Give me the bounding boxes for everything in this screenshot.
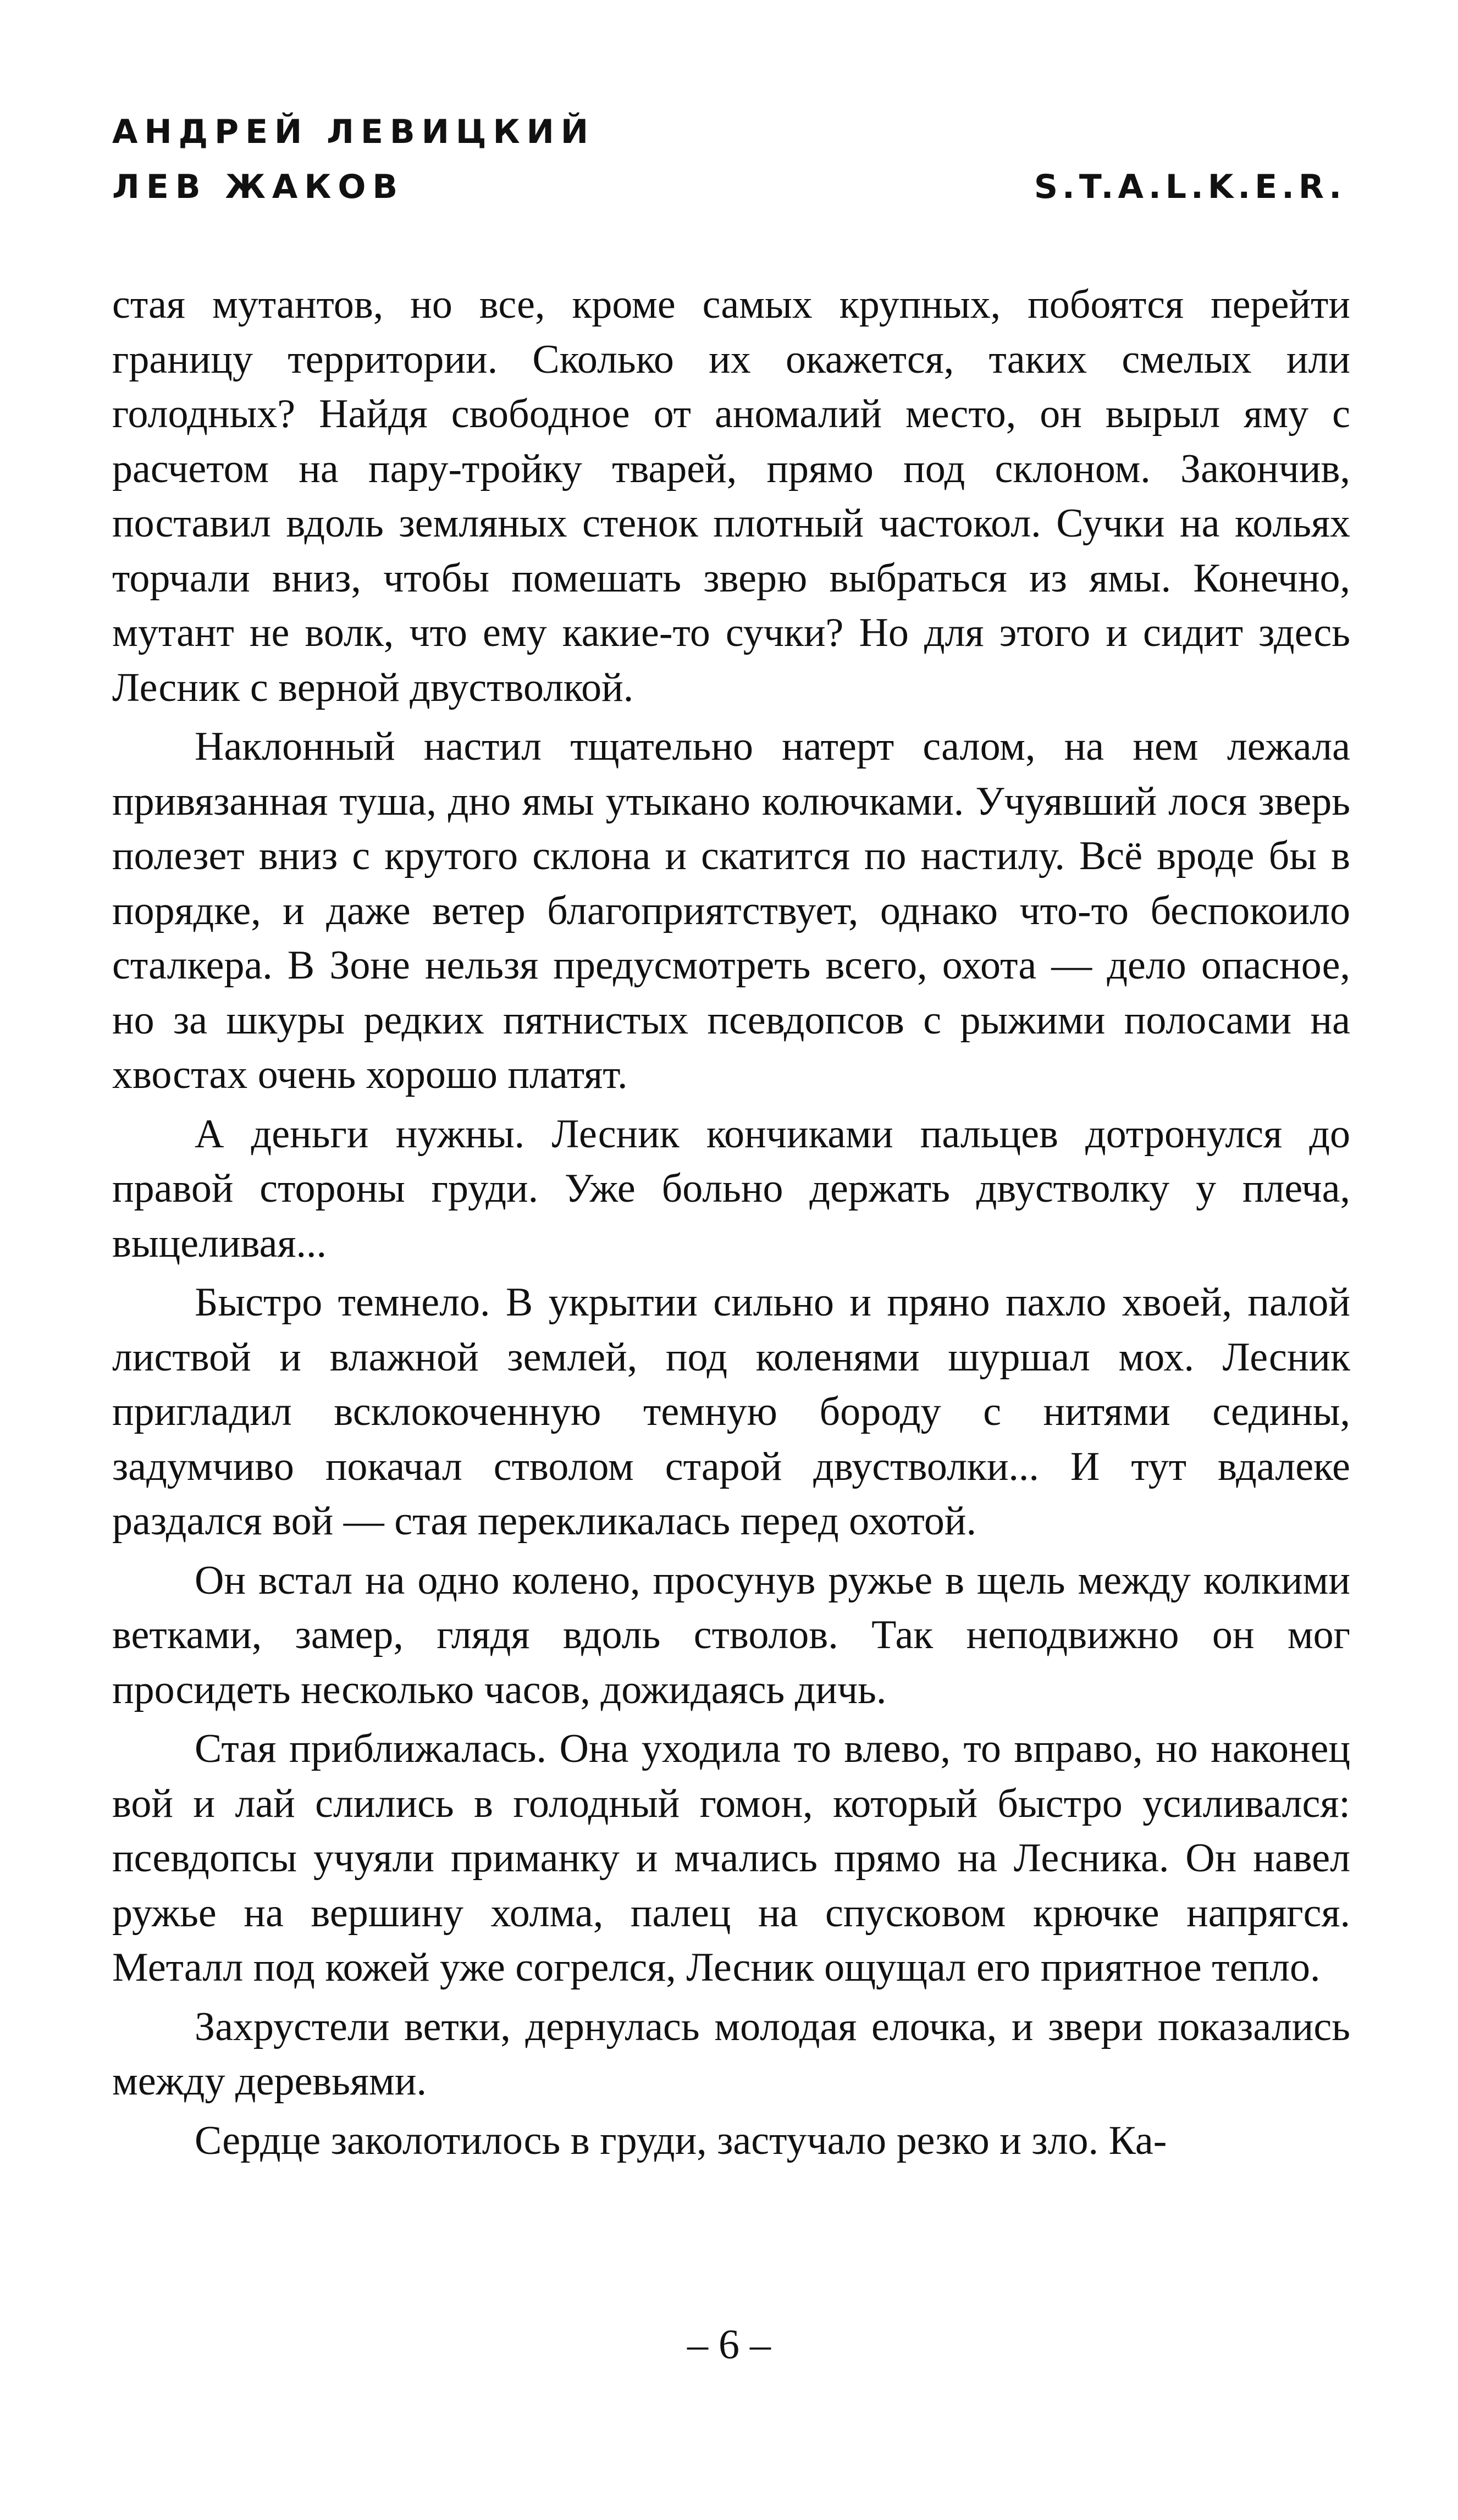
paragraph: Захрустели ветки, дернулась молодая елочка, и звери показались между деревьями.: [112, 2004, 1350, 2104]
series-title: S.T.A.L.K.E.R.: [1034, 168, 1346, 206]
authors: [112, 104, 595, 214]
author-name: ЛЕВ ЖАКОВ: [112, 168, 405, 206]
paragraph: А деньги нужны. Лесник кончиками пальцев дотронулся до правой стороны груди. Уже больно держать двустволку у плеча, выцеливая...: [112, 1111, 1350, 1266]
paragraph: Стая приближалась. Она уходила то влево, то вправо, но наконец вой и лай слились в голодный гомон, который быстро усиливался: псевдопсы учуяли приманку и мчались прямо на Лесника. Он навел ружье на вершину холма, палец на спусковом крючке напрягся. Металл под кожей уже согрелся, Лесник ощущал его приятное тепло.: [112, 1726, 1350, 1990]
paragraph: Наклонный настил тщательно натерт салом, на нем лежала привязанная туша, дно ямы утыкано колючками. Учуявший лося зверь полезет вниз с крутого склона и скатится по настилу. Всё вроде бы в порядке, и даже ветер благоприятствует, однако что-то беспокоило сталкера. В Зоне нельзя предусмотреть всего, охота — дело опасное, но за шкуры редких пятнистых псевдопсов с рыжими полосами на хвостах очень хорошо платят.: [112, 724, 1350, 1097]
paragraph: стая мутантов, но все, кроме самых крупных, побоятся перейти границу территории. Сколько их окажется, таких смелых или голодных? Найдя свободное от аномалий место, он вырыл яму с расчетом на пару-тройку тварей, прямо под склоном. Закончив, поставил вдоль земляных стенок плотный частокол. Сучки на кольях торчали вниз, чтобы помешать зверю выбраться из ямы. Конечно, мутант не волк, что ему какие-то сучки? Но для этого и сидит здесь Лесник с верной двустволкой.: [112, 282, 1350, 710]
paragraph: Он встал на одно колено, просунув ружье в щель между колкими ветками, замер, глядя вдоль стволов. Так неподвижно он мог просидеть несколько часов, дожидаясь дичь.: [112, 1557, 1350, 1712]
author-name: АНДРЕЙ ЛЕВИЦКИЙ: [112, 113, 595, 151]
running-header: [112, 104, 1346, 214]
paragraph: Быстро темнело. В укрытии сильно и пряно пахло хвоей, палой листвой и влажной землей, под коленями шуршал мох. Лесник пригладил всклокоченную темную бороду с нитями седины, задумчиво покачал стволом старой двустволки... И тут вдалеке раздался вой — стая перекликалась перед охотой.: [112, 1280, 1350, 1544]
page-number: – 6 –: [687, 2322, 771, 2368]
page-body: [112, 278, 1350, 2173]
paragraph: Сердце заколотилось в груди, застучало резко и зло. Ка-: [195, 2118, 1167, 2163]
